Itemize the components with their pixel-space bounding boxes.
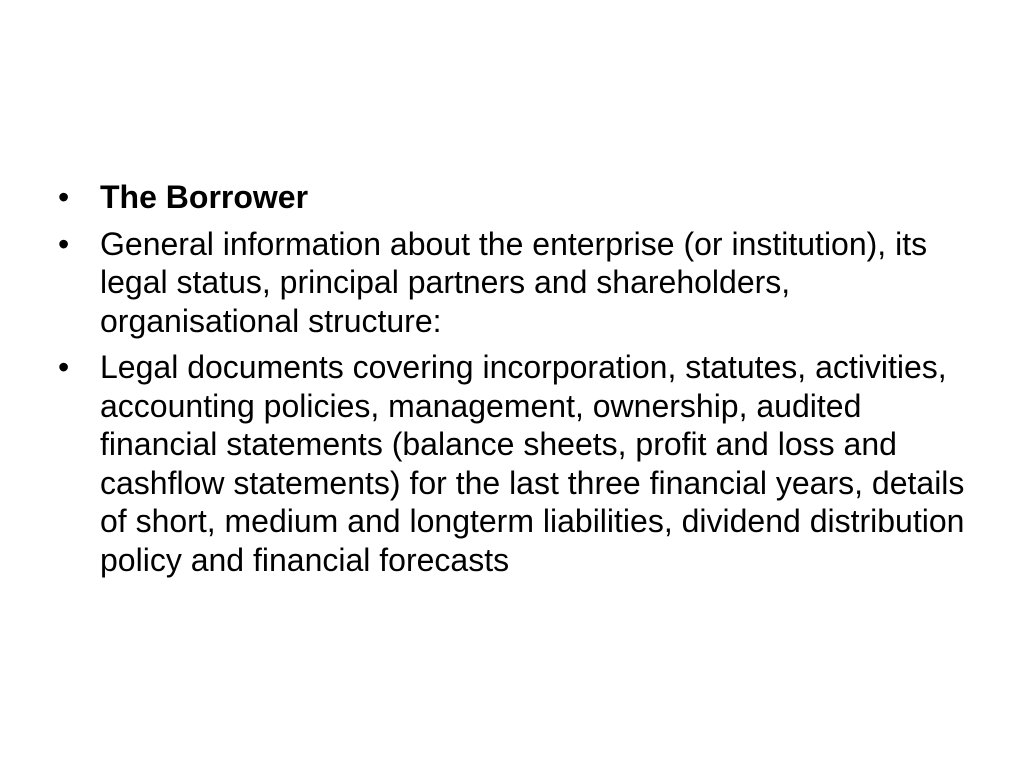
bullet-icon: • bbox=[58, 225, 70, 262]
bullet-list bbox=[58, 178, 978, 587]
bullet-text: Legal documents covering incorporation, statutes, activities, accounting policies, management, ownership, audited financial statements (balance sheets, profit and loss and cashflow statements) for the last three financial years, details of short, medium and longterm liabilities, dividend distribution policy and financial forecasts bbox=[100, 349, 965, 578]
bullet-item-general-information bbox=[58, 225, 978, 341]
bullet-item-the-borrower bbox=[58, 178, 978, 217]
bullet-icon: • bbox=[58, 349, 70, 385]
bullet-text: General information about the enterprise (or institution), its legal status, principal partners and shareholders, organisational structure: bbox=[100, 225, 928, 339]
bullet-text: The Borrower bbox=[100, 179, 309, 215]
bullet-item-legal-documents bbox=[58, 348, 978, 579]
bullet-icon: • bbox=[58, 179, 70, 215]
